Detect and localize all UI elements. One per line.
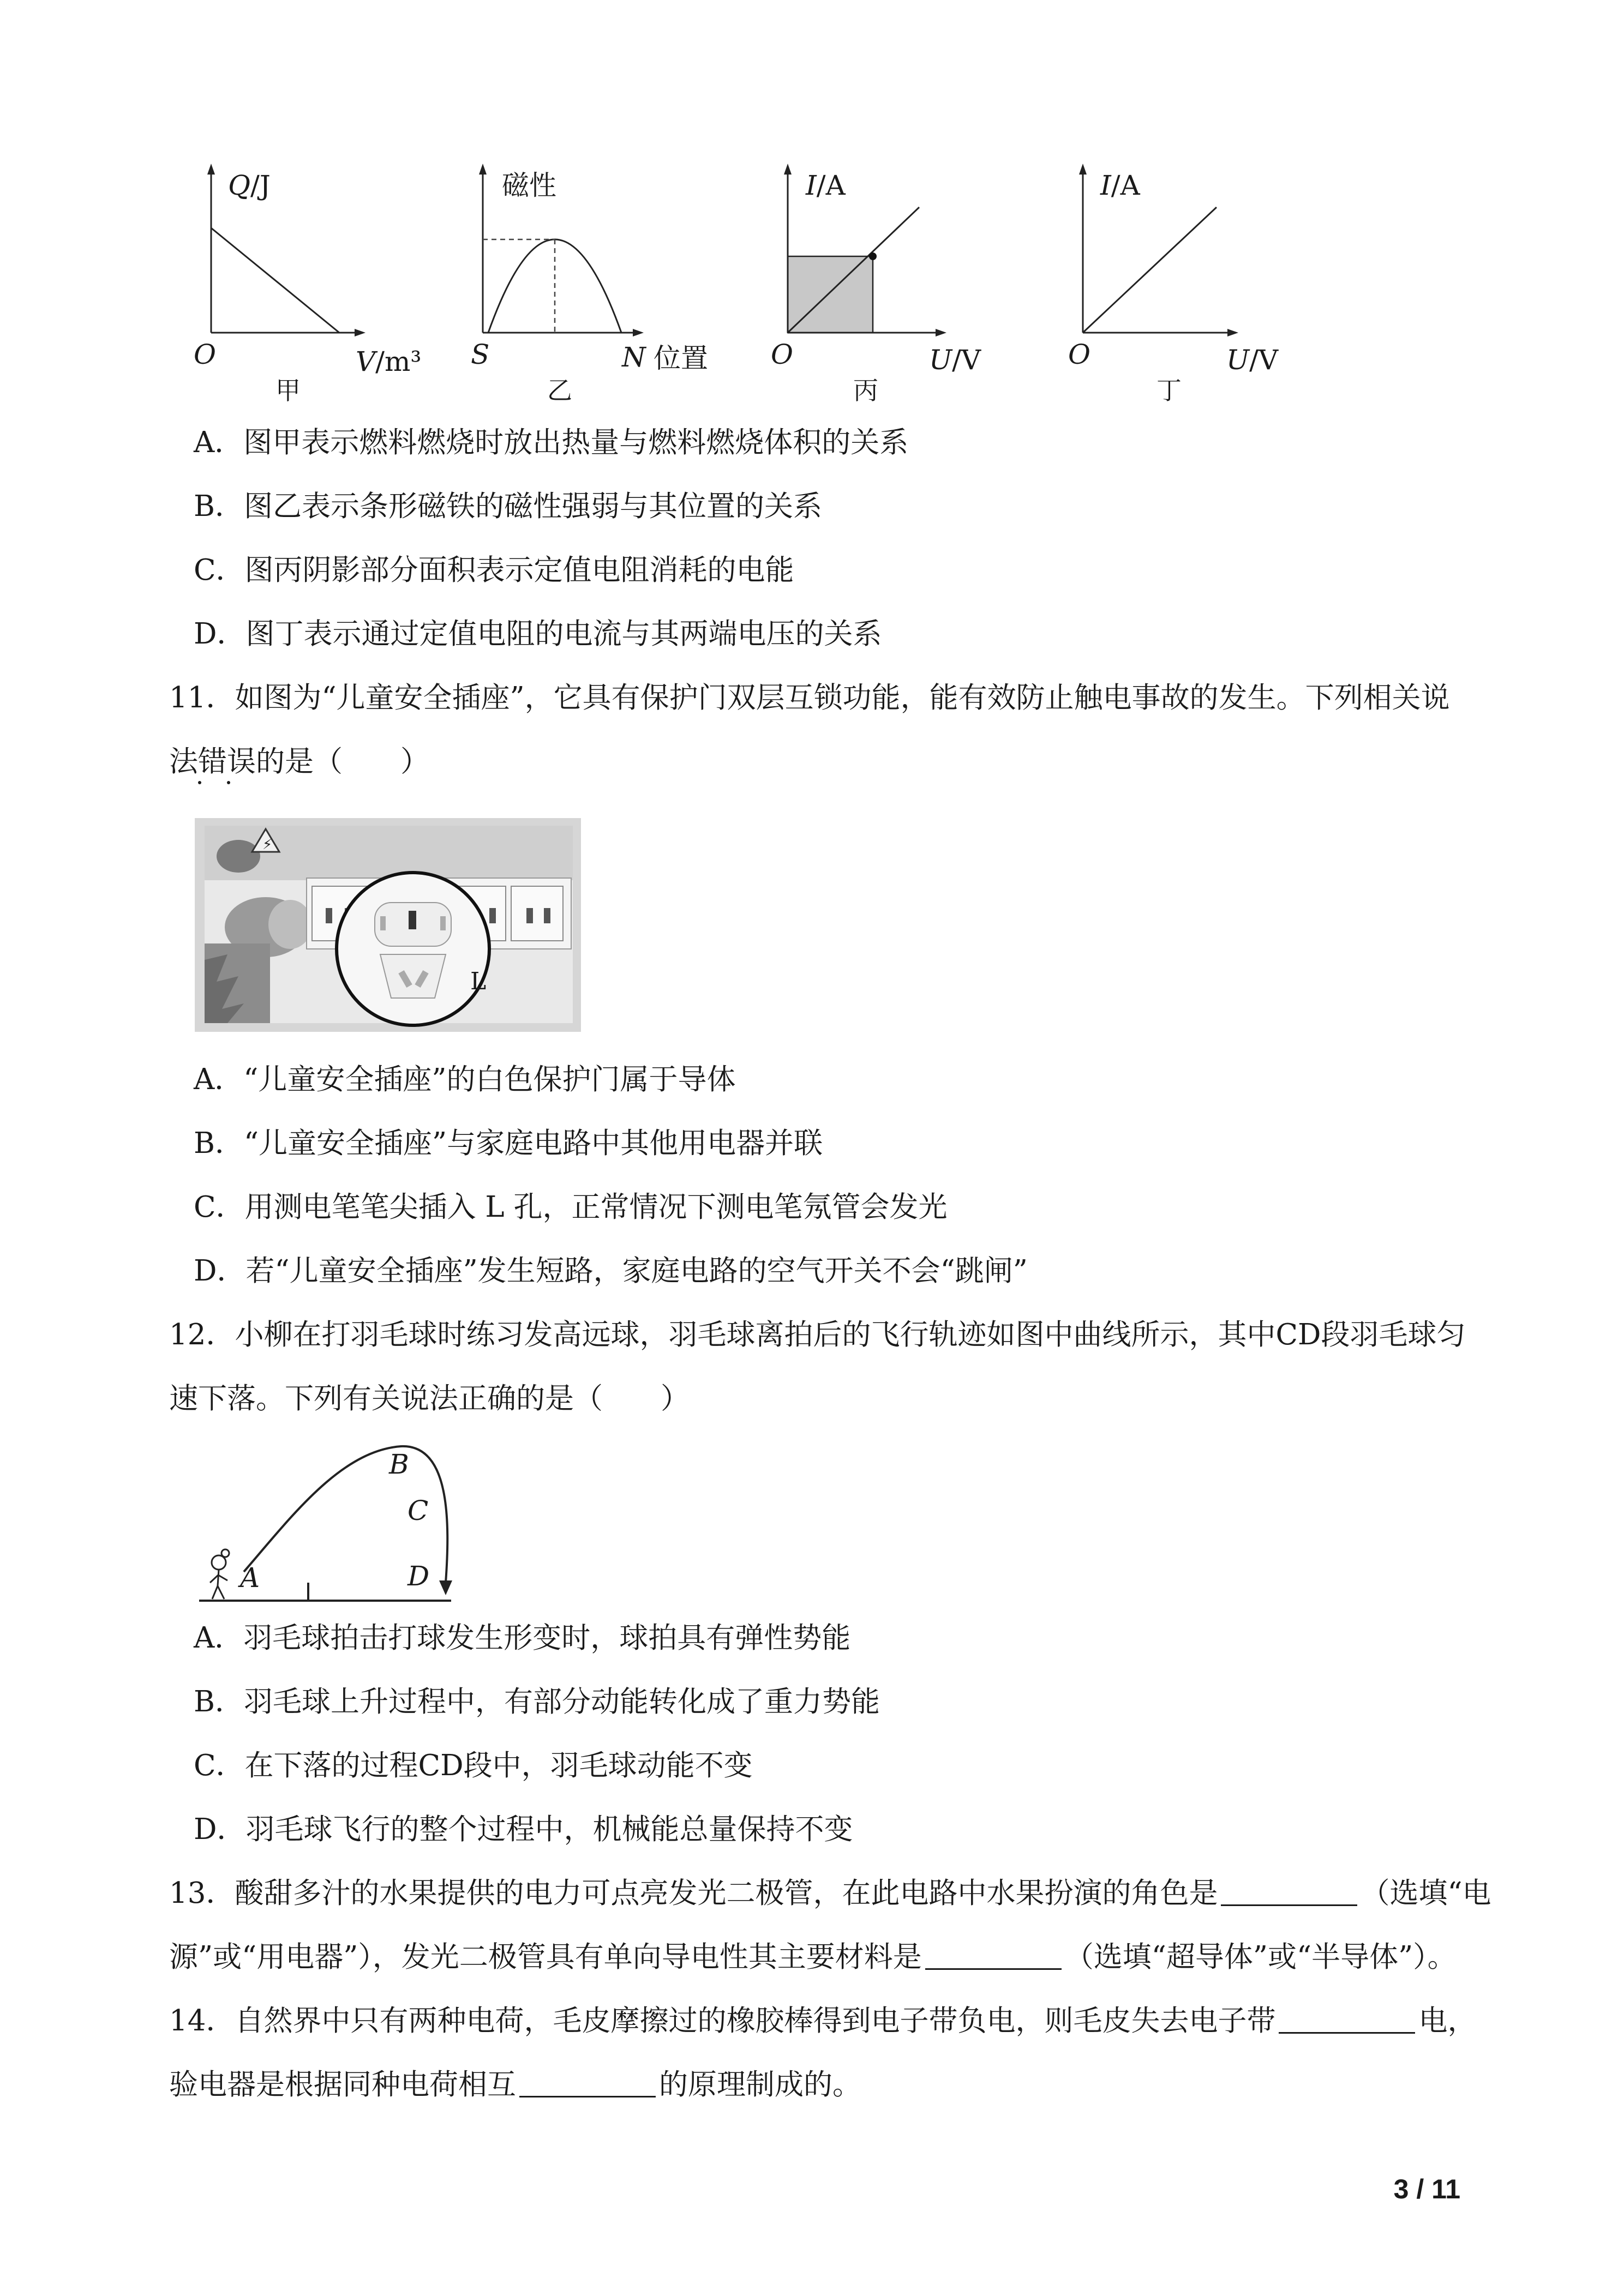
q12-stem-line1: 12．小柳在打羽毛球时练习发高远球，羽毛球离拍后的飞行轨迹如图中曲线所示，其中CD段羽毛球匀	[169, 1318, 1466, 1351]
q13-text-b: （选填“电	[1361, 1877, 1491, 1910]
q14-line1	[169, 2004, 1476, 2039]
q12-option-b: B．羽毛球上升过程中，有部分动能转化成了重力势能	[194, 1685, 880, 1718]
q11-option-c: C．用测电笔笔尖插入 L 孔，正常情况下测电笔氖管会发光	[194, 1191, 948, 1224]
page-number: 3 / 11	[1393, 2174, 1460, 2204]
graph-yi-x-end: N	[622, 341, 646, 373]
q12-stem-line2: 速下落。下列有关说法正确的是（ ）	[169, 1382, 690, 1415]
q14-blank-1[interactable]	[1279, 2005, 1415, 2034]
socket-l-label: L	[470, 967, 487, 995]
q10-option-b: B．图乙表示条形磁铁的磁性强弱与其位置的关系	[194, 490, 822, 523]
graph-bing-origin: O	[771, 339, 793, 370]
graph-bing	[761, 158, 1023, 398]
graph-ding-caption: 丁	[1156, 376, 1182, 405]
graph-yi-x-start: S	[471, 339, 490, 370]
q13-blank-1[interactable]	[1221, 1877, 1357, 1906]
q11-socket-photo	[195, 818, 581, 1032]
graph-jia-x-label: V/m³	[356, 346, 422, 377]
q11-stem-prefix: 法	[169, 745, 198, 778]
q10-option-c: C．图丙阴影部分面积表示定值电阻消耗的电能	[194, 554, 794, 587]
q10-option-a: A．图甲表示燃料燃烧时放出热量与燃料燃烧体积的关系	[194, 426, 909, 459]
graph-ding	[1066, 158, 1328, 398]
q13-blank-2[interactable]	[925, 1941, 1062, 1970]
graph-bing-x-label: U/V	[929, 344, 981, 376]
graph-yi	[466, 158, 728, 398]
graph-jia-origin: O	[194, 339, 216, 370]
q13-text-a: 13．酸甜多汁的水果提供的电力可点亮发光二极管，在此电路中水果扮演的角色是	[169, 1877, 1218, 1910]
q13-line1	[169, 1876, 1491, 1911]
q14-blank-2[interactable]	[519, 2069, 656, 2097]
graph-yi-x-label: 位置	[654, 342, 708, 374]
q11-option-a: A．“儿童安全插座”的白色保护门属于导体	[194, 1063, 736, 1096]
q14-text-c: 验电器是根据同种电荷相互	[169, 2068, 516, 2101]
q12-option-a: A．羽毛球拍击打球发生形变时，球拍具有弹性势能	[194, 1621, 851, 1655]
q11-option-d: D．若“儿童安全插座”发生短路，家庭电路的空气开关不会“跳闸”	[194, 1254, 1028, 1288]
graph-jia-line	[211, 228, 339, 333]
q13-text-c: 源”或“用电器”），发光二极管具有单向导电性其主要材料是	[169, 1940, 922, 1974]
q14-text-b: 电，	[1418, 2004, 1477, 2037]
svg-text:⚡: ⚡	[262, 837, 273, 853]
graph-bing-y-label: I/A	[806, 170, 846, 201]
q12-option-d: D．羽毛球飞行的整个过程中，机械能总量保持不变	[194, 1813, 853, 1846]
q11-stem-line1: 11．如图为“儿童安全插座”，它具有保护门双层互锁功能，能有效防止触电事故的发生。下列相关说	[169, 681, 1450, 714]
q11-emphasis-word: 错误	[198, 745, 256, 778]
emphasis-dot	[227, 781, 230, 784]
q11-socket-svg	[195, 818, 581, 1032]
q11-option-b: B．“儿童安全插座”与家庭电路中其他用电器并联	[194, 1127, 823, 1160]
graph-jia-caption: 甲	[275, 376, 301, 405]
graph-ding-x-label: U/V	[1226, 344, 1279, 376]
point-a-label: A	[240, 1562, 260, 1594]
q12-option-c: C．在下落的过程CD段中，羽毛球动能不变	[194, 1749, 753, 1782]
q14-text-d: 的原理制成的。	[659, 2068, 861, 2101]
emphasis-dot	[198, 781, 201, 784]
q14-text-a: 14．自然界中只有两种电荷，毛皮摩擦过的橡胶棒得到电子带负电，则毛皮失去电子带	[169, 2004, 1276, 2037]
graph-yi-caption: 乙	[547, 376, 572, 405]
q10-option-d: D．图丁表示通过定值电阻的电流与其两端电压的关系	[194, 617, 882, 651]
graph-bing-caption: 丙	[853, 376, 878, 405]
graph-ding-origin: O	[1068, 339, 1090, 370]
graph-ding-line	[1083, 207, 1216, 333]
point-c-label: C	[408, 1495, 429, 1526]
q11-stem-line2	[169, 744, 429, 779]
graph-jia	[180, 158, 442, 398]
graph-bing-svg	[761, 158, 1023, 398]
q11-stem-suffix: 的是（ ）	[256, 745, 429, 778]
graph-yi-y-label: 磁性	[502, 170, 556, 201]
graph-ding-y-label: I/A	[1100, 170, 1140, 201]
q14-line2	[169, 2067, 861, 2102]
q12-trajectory-figure	[194, 1440, 466, 1614]
point-d-label: D	[408, 1560, 430, 1592]
point-b-label: B	[389, 1448, 409, 1480]
graph-jia-y-label: Q/J	[228, 170, 271, 201]
graph-bing-point	[869, 253, 877, 260]
q13-line2	[169, 1940, 1457, 1975]
q13-text-d: （选填“超导体”或“半导体”）。	[1064, 1940, 1457, 1974]
